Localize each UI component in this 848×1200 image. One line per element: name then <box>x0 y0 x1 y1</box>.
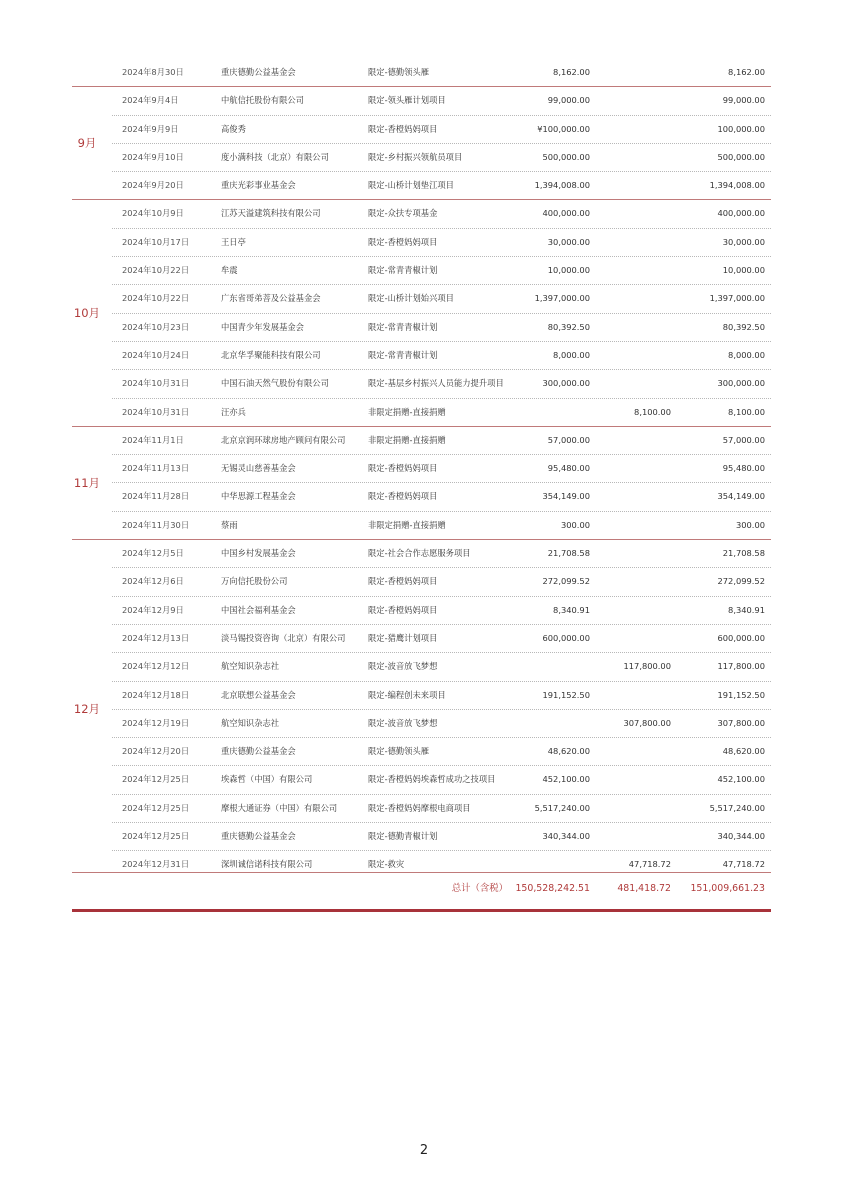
restricted-amount-cell: 80,392.50 <box>547 321 590 332</box>
table-row <box>112 314 771 342</box>
row-total-cell: 354,149.00 <box>717 491 765 502</box>
table-row <box>112 285 771 313</box>
table-row <box>112 823 771 851</box>
date-cell: 2024年12月5日 <box>122 548 184 559</box>
date-cell: 2024年9月20日 <box>122 180 184 191</box>
restricted-amount-cell: 600,000.00 <box>542 632 590 643</box>
table-row <box>112 568 771 596</box>
purpose-cell: 限定-常青青椒计划 <box>368 349 438 360</box>
month-label: 12月 <box>73 702 101 717</box>
purpose-cell: 限定-香橙妈妈项目 <box>368 123 438 134</box>
table-row <box>112 399 771 426</box>
row-total-cell: 600,000.00 <box>717 632 765 643</box>
total-restricted: 150,528,242.51 <box>515 883 590 894</box>
restricted-amount-cell: 400,000.00 <box>542 208 590 219</box>
purpose-cell: 非限定捐赠-直接捐赠 <box>368 406 446 417</box>
donor-cell: 北京京润环球房地产顾问有限公司 <box>221 434 346 445</box>
donor-cell: 汪亦兵 <box>221 406 246 417</box>
restricted-amount-cell: 272,099.52 <box>542 576 590 587</box>
row-total-cell: 272,099.52 <box>717 576 765 587</box>
date-cell: 2024年10月23日 <box>122 321 190 332</box>
donor-cell: 蔡雨 <box>221 519 238 530</box>
total-grand: 151,009,661.23 <box>690 883 765 894</box>
table-row <box>112 144 771 172</box>
purpose-cell: 限定-乡村振兴领航员项目 <box>368 151 463 162</box>
date-cell: 2024年12月9日 <box>122 604 184 615</box>
restricted-amount-cell: 500,000.00 <box>542 151 590 162</box>
purpose-cell: 限定-山桥计划垫江项目 <box>368 180 454 191</box>
date-cell: 2024年11月28日 <box>122 491 190 502</box>
row-total-cell: 400,000.00 <box>717 208 765 219</box>
restricted-amount-cell: 1,394,008.00 <box>534 180 590 191</box>
purpose-cell: 非限定捐赠-直接捐赠 <box>368 519 446 530</box>
donor-cell: 深圳诚信诺科技有限公司 <box>221 859 313 870</box>
row-total-cell: 8,340.91 <box>728 604 765 615</box>
bottom-accent-bar <box>72 909 771 912</box>
date-cell: 2024年9月4日 <box>122 95 179 106</box>
purpose-cell: 限定-香橙妈妈埃森哲成功之技项目 <box>368 774 496 785</box>
table-row <box>112 455 771 483</box>
purpose-cell: 限定-山桥计划始兴项目 <box>368 293 454 304</box>
month-group <box>72 539 771 879</box>
row-total-cell: 500,000.00 <box>717 151 765 162</box>
donor-cell: 摩根大通证券（中国）有限公司 <box>221 802 338 813</box>
date-cell: 2024年8月30日 <box>122 67 184 77</box>
restricted-amount-cell: 5,517,240.00 <box>534 802 590 813</box>
purpose-cell: 限定-香橙妈妈项目 <box>368 576 438 587</box>
purpose-cell: 限定-编程创未来项目 <box>368 689 446 700</box>
restricted-amount-cell: 21,708.58 <box>547 548 590 559</box>
date-cell: 2024年12月25日 <box>122 802 190 813</box>
donor-cell: 广东省哥弟菩及公益基金会 <box>221 293 321 304</box>
donor-cell: 重庆德勤公益基金会 <box>221 746 296 757</box>
table-row <box>112 766 771 794</box>
month-group <box>72 86 771 199</box>
purpose-cell: 限定-香橙妈妈项目 <box>368 463 438 474</box>
donor-cell: 中华思源工程基金会 <box>221 491 296 502</box>
donor-cell: 江苏天溢建筑科技有限公司 <box>221 208 321 219</box>
restricted-amount-cell: 10,000.00 <box>547 265 590 276</box>
table-row <box>112 710 771 738</box>
table-row <box>112 172 771 199</box>
table-row <box>112 427 771 455</box>
purpose-cell: 限定-香橙妈妈项目 <box>368 491 438 502</box>
date-cell: 2024年9月10日 <box>122 151 184 162</box>
row-total-cell: 99,000.00 <box>722 95 765 106</box>
restricted-amount-cell: 300.00 <box>560 519 590 530</box>
donor-cell: 重庆德勤公益基金会 <box>221 67 296 77</box>
date-cell: 2024年12月25日 <box>122 774 190 785</box>
donor-cell: 牟震 <box>221 265 238 276</box>
table-row <box>112 87 771 115</box>
row-total-cell: 300,000.00 <box>717 378 765 389</box>
purpose-cell: 限定-波音放飞梦想 <box>368 717 438 728</box>
row-total-cell: 48,620.00 <box>722 746 765 757</box>
restricted-amount-cell: 30,000.00 <box>547 236 590 247</box>
restricted-amount-cell: 8,000.00 <box>553 349 590 360</box>
row-total-cell: 95,480.00 <box>722 463 765 474</box>
donor-cell: 万向信托股份公司 <box>221 576 288 587</box>
total-unrestricted: 481,418.72 <box>617 883 671 894</box>
table-row <box>112 795 771 823</box>
row-total-cell: 80,392.50 <box>722 321 765 332</box>
restricted-amount-cell: 300,000.00 <box>542 378 590 389</box>
donor-cell: 度小满科技（北京）有限公司 <box>221 151 329 162</box>
date-cell: 2024年10月22日 <box>122 265 190 276</box>
month-group <box>72 59 771 86</box>
table-row <box>112 625 771 653</box>
purpose-cell: 限定-常青青椒计划 <box>368 321 438 332</box>
restricted-amount-cell: 354,149.00 <box>542 491 590 502</box>
purpose-cell: 限定-救灾 <box>368 859 405 870</box>
donor-cell: 中国石油天然气股份有限公司 <box>221 378 329 389</box>
date-cell: 2024年10月31日 <box>122 406 190 417</box>
donor-cell: 中国青少年发展基金会 <box>221 321 304 332</box>
unrestricted-amount-cell: 307,800.00 <box>623 717 671 728</box>
date-cell: 2024年11月13日 <box>122 463 190 474</box>
row-total-cell: 47,718.72 <box>722 859 765 870</box>
purpose-cell: 限定-德勤青椒计划 <box>368 831 438 842</box>
donor-cell: 中航信托股份有限公司 <box>221 95 304 106</box>
row-total-cell: 8,100.00 <box>728 406 765 417</box>
purpose-cell: 限定-领头雁计划项目 <box>368 95 446 106</box>
row-total-cell: 21,708.58 <box>722 548 765 559</box>
table-row <box>112 342 771 370</box>
purpose-cell: 非限定捐赠-直接捐赠 <box>368 434 446 445</box>
month-group <box>72 199 771 425</box>
month-group <box>72 426 771 539</box>
table-row <box>112 851 771 878</box>
purpose-cell: 限定-香橙妈妈项目 <box>368 604 438 615</box>
date-cell: 2024年9月9日 <box>122 123 179 134</box>
row-total-cell: 30,000.00 <box>722 236 765 247</box>
total-row <box>72 876 771 902</box>
restricted-amount-cell: 48,620.00 <box>547 746 590 757</box>
table-row <box>112 512 771 539</box>
donor-cell: 重庆光彩事业基金会 <box>221 180 296 191</box>
unrestricted-amount-cell: 47,718.72 <box>628 859 671 870</box>
row-total-cell: 340,344.00 <box>717 831 765 842</box>
unrestricted-amount-cell: 8,100.00 <box>634 406 671 417</box>
date-cell: 2024年12月13日 <box>122 632 190 643</box>
row-total-cell: 1,397,000.00 <box>709 293 765 304</box>
row-total-cell: 10,000.00 <box>722 265 765 276</box>
table-row <box>112 682 771 710</box>
donor-cell: 北京华孚聚能科技有限公司 <box>221 349 321 360</box>
purpose-cell: 限定-常青青椒计划 <box>368 265 438 276</box>
date-cell: 2024年12月6日 <box>122 576 184 587</box>
restricted-amount-cell: 191,152.50 <box>542 689 590 700</box>
total-label: 总计（含税） <box>451 883 508 894</box>
donor-cell: 埃森哲（中国）有限公司 <box>221 774 313 785</box>
row-total-cell: 452,100.00 <box>717 774 765 785</box>
purpose-cell: 限定-德勤领头雁 <box>368 67 430 77</box>
purpose-cell: 限定-香橙妈妈摩根电商项目 <box>368 802 471 813</box>
restricted-amount-cell: ¥100,000.00 <box>537 123 590 134</box>
restricted-amount-cell: 452,100.00 <box>542 774 590 785</box>
total-divider <box>72 872 771 873</box>
row-total-cell: 8,000.00 <box>728 349 765 360</box>
month-label: 9月 <box>77 136 97 151</box>
donor-cell: 北京联想公益基金会 <box>221 689 296 700</box>
donor-cell: 无锡灵山慈善基金会 <box>221 463 296 474</box>
donor-cell: 高俊秀 <box>221 123 246 134</box>
month-label: 10月 <box>73 306 101 321</box>
row-total-cell: 117,800.00 <box>717 661 765 672</box>
table-row <box>112 597 771 625</box>
restricted-amount-cell: 95,480.00 <box>547 463 590 474</box>
purpose-cell: 限定-众扶专项基金 <box>368 208 438 219</box>
date-cell: 2024年12月31日 <box>122 859 190 870</box>
date-cell: 2024年10月22日 <box>122 293 190 304</box>
date-cell: 2024年10月9日 <box>122 208 184 219</box>
date-cell: 2024年10月31日 <box>122 378 190 389</box>
row-total-cell: 191,152.50 <box>717 689 765 700</box>
date-cell: 2024年11月1日 <box>122 434 184 445</box>
restricted-amount-cell: 8,340.91 <box>553 604 590 615</box>
purpose-cell: 限定-社会合作志愿服务项目 <box>368 548 471 559</box>
date-cell: 2024年12月19日 <box>122 717 190 728</box>
table-row <box>112 257 771 285</box>
date-cell: 2024年10月17日 <box>122 236 190 247</box>
page-number: 2 <box>419 1143 429 1158</box>
row-total-cell: 5,517,240.00 <box>709 802 765 813</box>
row-total-cell: 8,162.00 <box>728 67 765 77</box>
restricted-amount-cell: 340,344.00 <box>542 831 590 842</box>
donor-cell: 中国乡村发展基金会 <box>221 548 296 559</box>
table-row <box>112 200 771 228</box>
table-row <box>112 116 771 144</box>
table-row <box>112 370 771 398</box>
restricted-amount-cell: 1,397,000.00 <box>534 293 590 304</box>
table-row <box>112 540 771 568</box>
donor-cell: 航空知识杂志社 <box>221 717 280 728</box>
unrestricted-amount-cell: 117,800.00 <box>623 661 671 672</box>
purpose-cell: 限定-猎鹰计划项目 <box>368 632 438 643</box>
purpose-cell: 限定-香橙妈妈项目 <box>368 236 438 247</box>
table-row <box>112 738 771 766</box>
purpose-cell: 限定-德勤领头雁 <box>368 746 430 757</box>
row-total-cell: 1,394,008.00 <box>709 180 765 191</box>
table-row <box>112 483 771 511</box>
row-total-cell: 57,000.00 <box>722 434 765 445</box>
row-total-cell: 300.00 <box>735 519 765 530</box>
restricted-amount-cell: 57,000.00 <box>547 434 590 445</box>
table-row <box>112 653 771 681</box>
restricted-amount-cell: 99,000.00 <box>547 95 590 106</box>
restricted-amount-cell: 8,162.00 <box>553 67 590 77</box>
month-label: 11月 <box>73 475 101 490</box>
table-row <box>112 229 771 257</box>
donor-cell: 航空知识杂志社 <box>221 661 280 672</box>
date-cell: 2024年12月25日 <box>122 831 190 842</box>
purpose-cell: 限定-波音放飞梦想 <box>368 661 438 672</box>
donor-cell: 淡马锡投资咨询（北京）有限公司 <box>221 632 346 643</box>
donor-cell: 重庆德勤公益基金会 <box>221 831 296 842</box>
row-total-cell: 100,000.00 <box>717 123 765 134</box>
purpose-cell: 限定-基层乡村振兴人员能力提升项目 <box>368 378 504 389</box>
table-row <box>112 59 771 86</box>
date-cell: 2024年12月12日 <box>122 661 190 672</box>
date-cell: 2024年12月18日 <box>122 689 190 700</box>
donor-cell: 中国社会福利基金会 <box>221 604 296 615</box>
date-cell: 2024年12月20日 <box>122 746 190 757</box>
donation-table <box>72 59 771 879</box>
date-cell: 2024年10月24日 <box>122 349 190 360</box>
donor-cell: 王日亭 <box>221 236 246 247</box>
date-cell: 2024年11月30日 <box>122 519 190 530</box>
row-total-cell: 307,800.00 <box>717 717 765 728</box>
